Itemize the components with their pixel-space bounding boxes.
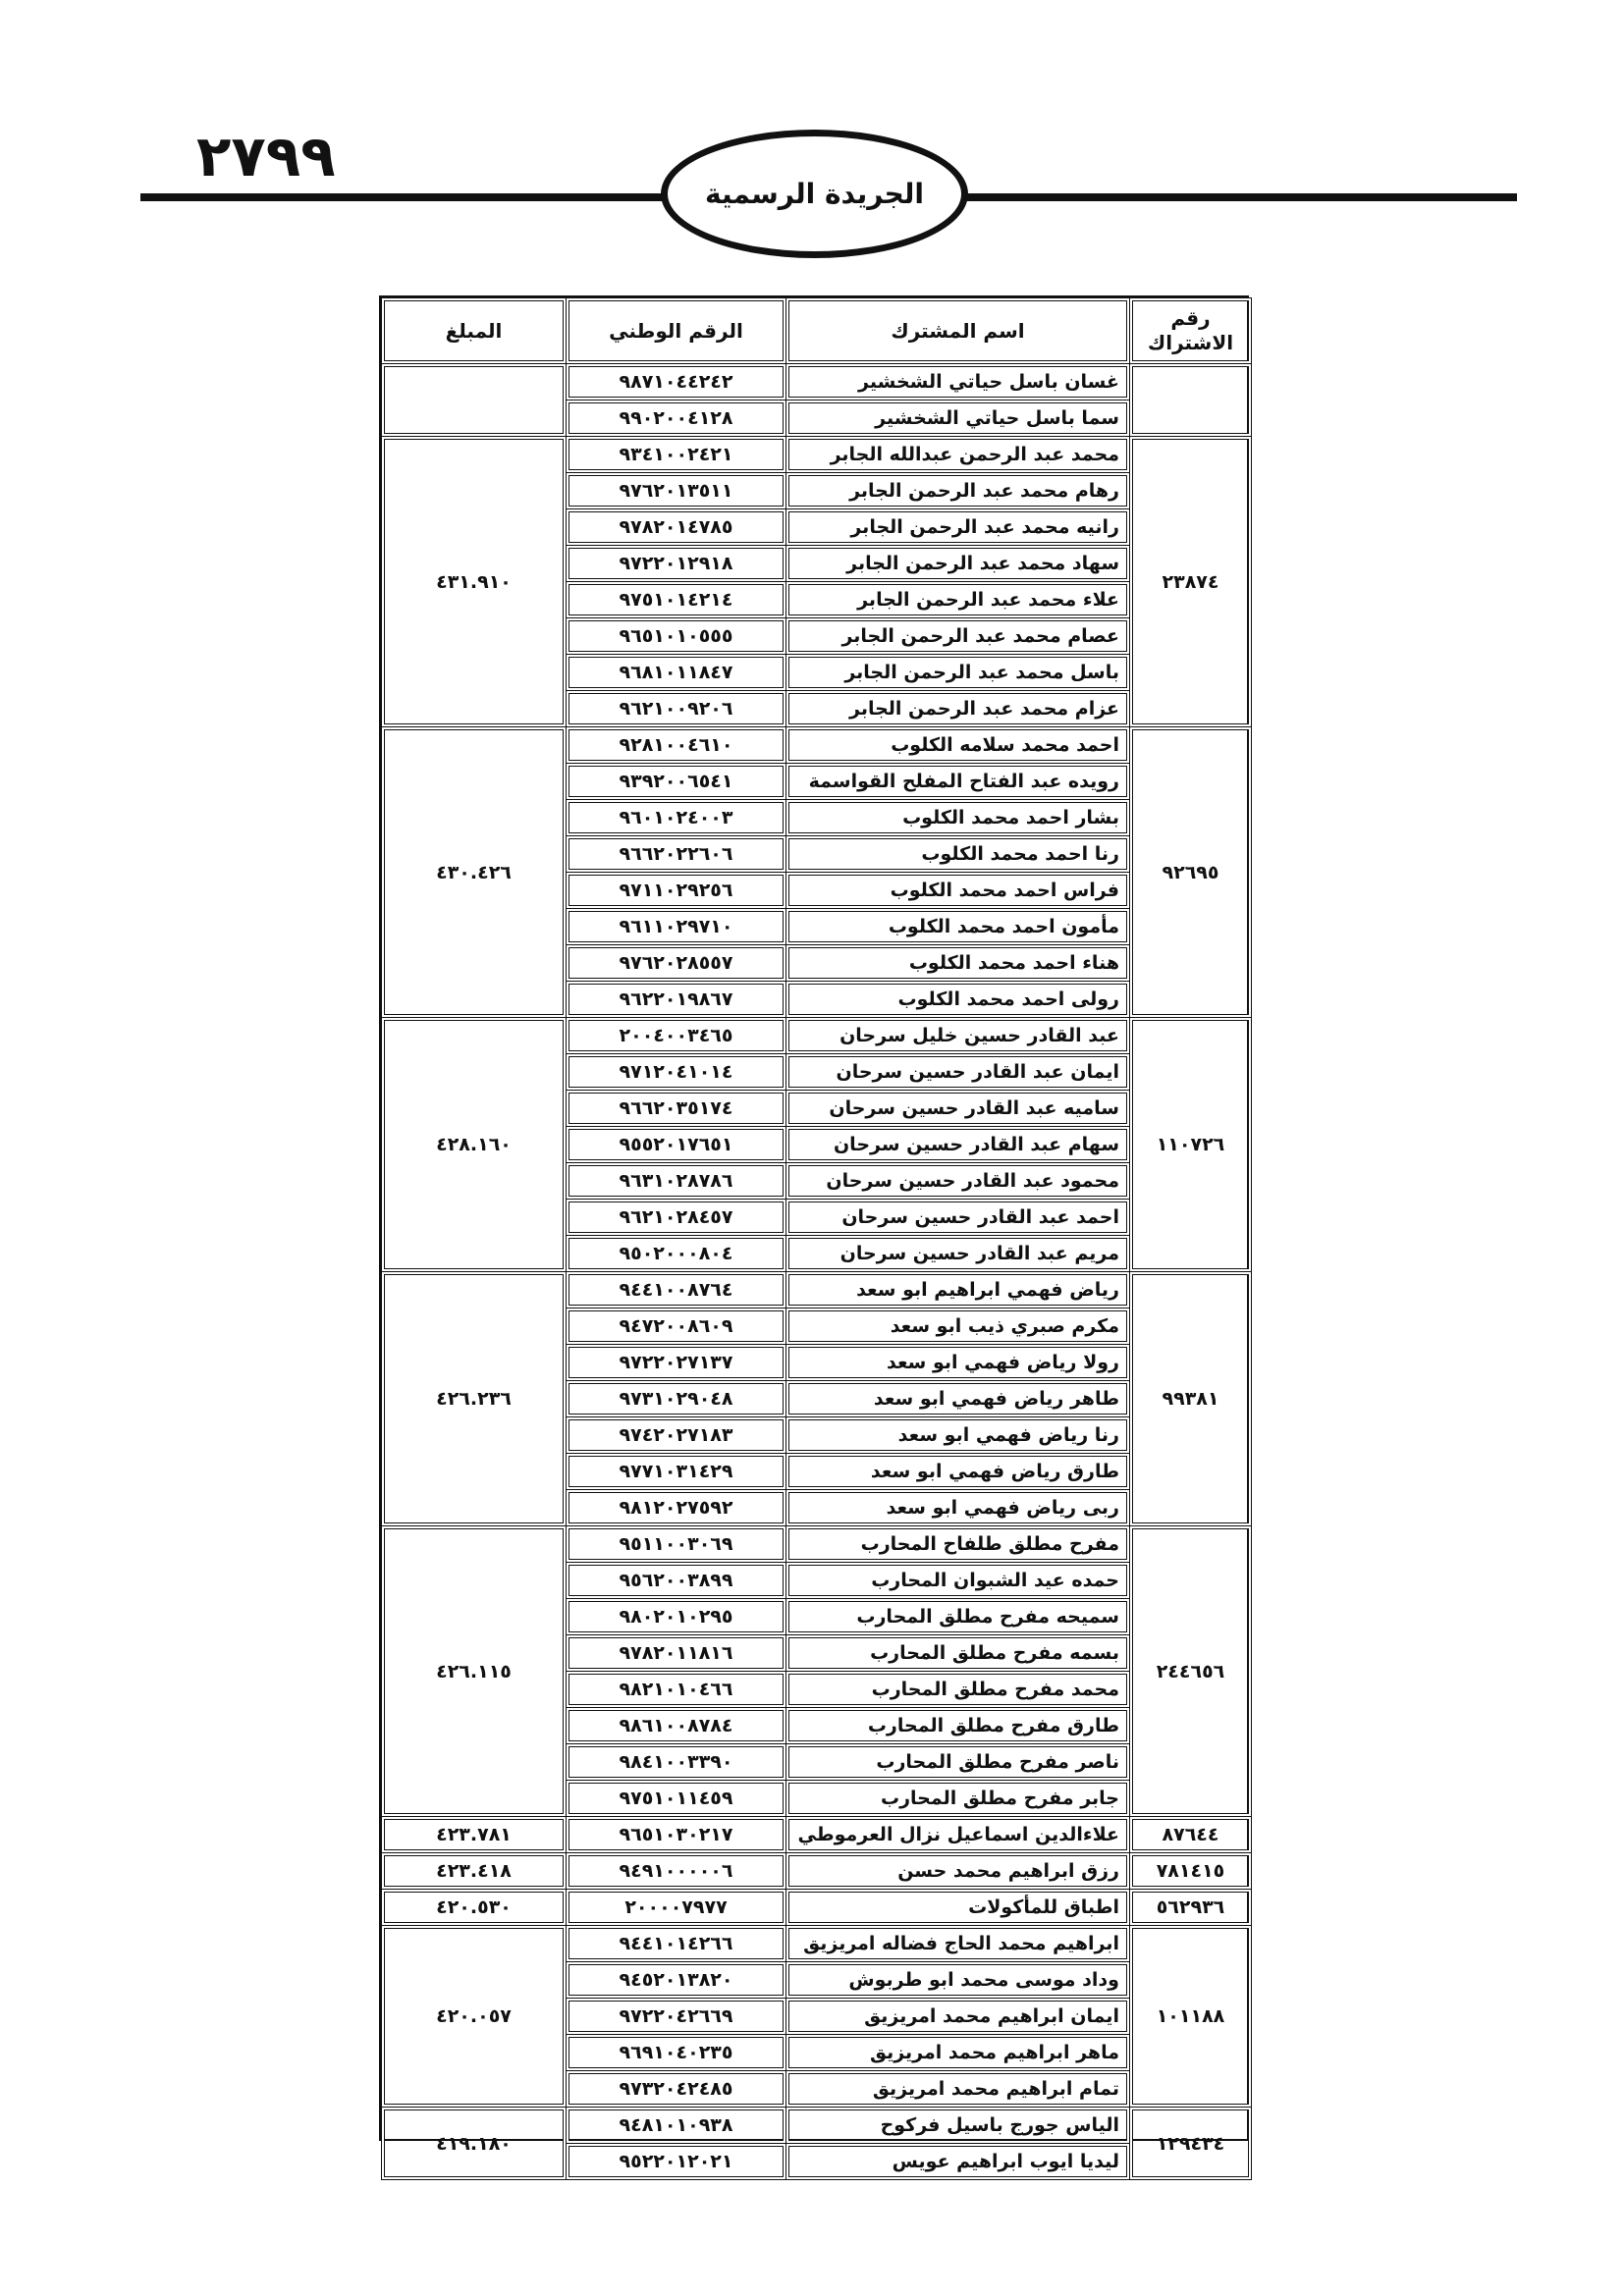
amount-cell: ٤٢٦.١١٥ — [382, 1526, 567, 1817]
national-id-cell: ٩٦٠١٠٢٤٠٠٣ — [567, 800, 786, 836]
amount-cell: ٤٢٣.٧٨١ — [382, 1817, 567, 1853]
subscription-number-cell: ١١٠٧٢٦ — [1130, 1018, 1252, 1272]
national-id-cell: ٩٧٥١٠١١٤٥٩ — [567, 1781, 786, 1817]
national-id-cell: ٩٧٣١٠٢٩٠٤٨ — [567, 1381, 786, 1417]
subscription-number-cell: ٢٣٨٧٤ — [1130, 437, 1252, 727]
header-subscription: رقم الاشتراك — [1130, 298, 1252, 364]
national-id-cell: ٩٤٤١٠٠٨٧٦٤ — [567, 1272, 786, 1308]
subscriber-name-cell: عزام محمد عبد الرحمن الجابر — [786, 691, 1130, 727]
amount-cell: ٤٢٣.٤١٨ — [382, 1853, 567, 1890]
subscriber-name-cell: ناصر مفرح مطلق المحارب — [786, 1744, 1130, 1781]
national-id-cell: ٩٧٣٢٠٤٢٤٨٥ — [567, 2071, 786, 2108]
subscription-number-cell: ١٠١١٨٨ — [1130, 1926, 1252, 2108]
subscriber-name-cell: سميحه مفرح مطلق المحارب — [786, 1599, 1130, 1635]
header-amount: المبلغ — [382, 298, 567, 364]
subscriber-name-cell: هناء احمد محمد الكلوب — [786, 945, 1130, 982]
subscriber-name-cell: سهاد محمد عبد الرحمن الجابر — [786, 546, 1130, 582]
subscription-number-cell: ٨٧٦٤٤ — [1130, 1817, 1252, 1853]
subscriber-name-cell: بشار احمد محمد الكلوب — [786, 800, 1130, 836]
table-row — [382, 1526, 1252, 1563]
subscriber-name-cell: طارق رياض فهمي ابو سعد — [786, 1454, 1130, 1490]
subscriber-name-cell: ماهر ابراهيم محمد امريزيق — [786, 2035, 1130, 2071]
national-id-cell: ٩٧٨٢٠١٤٧٨٥ — [567, 509, 786, 546]
national-id-cell: ٩٥١١٠٠٣٠٦٩ — [567, 1526, 786, 1563]
subscriber-name-cell: الياس جورج باسيل فركوح — [786, 2108, 1130, 2144]
amount-cell: ٤٢٠.٥٣٠ — [382, 1890, 567, 1926]
national-id-cell: ٩٧٢٢٠٤٢٦٦٩ — [567, 1999, 786, 2035]
table-row — [382, 1272, 1252, 1308]
national-id-cell: ٩٨٦١٠٠٨٧٨٤ — [567, 1708, 786, 1744]
subscriber-name-cell: ربى رياض فهمي ابو سعد — [786, 1490, 1130, 1526]
subscriber-name-cell: علاء محمد عبد الرحمن الجابر — [786, 582, 1130, 618]
subscriber-name-cell: رزق ابراهيم محمد حسن — [786, 1853, 1130, 1890]
subscriber-name-cell: حمده عيد الشبوان المحارب — [786, 1563, 1130, 1599]
national-id-cell: ٩٤٩١٠٠٠٠٠٦ — [567, 1853, 786, 1890]
subscriber-name-cell: رنا رياض فهمي ابو سعد — [786, 1417, 1130, 1454]
subscriber-name-cell: تمام ابراهيم محمد امريزيق — [786, 2071, 1130, 2108]
subscriber-name-cell: جابر مفرح مطلق المحارب — [786, 1781, 1130, 1817]
subscriber-name-cell: اطباق للمأكولات — [786, 1890, 1130, 1926]
subscriber-name-cell: رنا احمد محمد الكلوب — [786, 836, 1130, 873]
subscriber-name-cell: محمود عبد القادر حسين سرحان — [786, 1163, 1130, 1200]
national-id-cell: ٢٠٠٤٠٠٣٤٦٥ — [567, 1018, 786, 1054]
subscriber-name-cell: باسل محمد عبد الرحمن الجابر — [786, 655, 1130, 691]
page-number: ٢٧٩٩ — [196, 123, 336, 189]
subscriber-name-cell: مفرح مطلق طلفاح المحارب — [786, 1526, 1130, 1563]
national-id-cell: ٩٧٤٢٠٢٧١٨٣ — [567, 1417, 786, 1454]
subscription-number-cell: ٧٨١٤١٥ — [1130, 1853, 1252, 1890]
national-id-cell: ٩٢٨١٠٠٤٦١٠ — [567, 727, 786, 764]
amount-cell: ٤٢٦.٢٣٦ — [382, 1272, 567, 1526]
table-row — [382, 2108, 1252, 2144]
national-id-cell: ٩٣٩٢٠٠٦٥٤١ — [567, 764, 786, 800]
subscriber-name-cell: رولا رياض فهمي ابو سعد — [786, 1345, 1130, 1381]
table-row — [382, 1890, 1252, 1926]
national-id-cell: ٩٥٥٢٠١٧٦٥١ — [567, 1127, 786, 1163]
title-oval — [661, 130, 968, 258]
subscriber-name-cell: طارق مفرح مطلق المحارب — [786, 1708, 1130, 1744]
national-id-cell: ٩٤٥٢٠١٣٨٢٠ — [567, 1962, 786, 1999]
national-id-cell: ٩٨١٢٠٢٧٥٩٢ — [567, 1490, 786, 1526]
subscriber-name-cell: رويده عبد الفتاح المفلح القواسمة — [786, 764, 1130, 800]
national-id-cell: ٩٦٨١٠١١٨٤٧ — [567, 655, 786, 691]
amount-cell: ٤٢٨.١٦٠ — [382, 1018, 567, 1272]
subscription-number-cell: ٢٤٤٦٥٦ — [1130, 1526, 1252, 1817]
subscription-number-cell: ٥٦٢٩٣٦ — [1130, 1890, 1252, 1926]
subscriber-name-cell: ايمان ابراهيم محمد امريزيق — [786, 1999, 1130, 2035]
national-id-cell: ٩٨٤١٠٠٣٣٩٠ — [567, 1744, 786, 1781]
header-national-id: الرقم الوطني — [567, 298, 786, 364]
subscriber-name-cell: مأمون احمد محمد الكلوب — [786, 909, 1130, 945]
table-row — [382, 1817, 1252, 1853]
subscriber-name-cell: رولى احمد محمد الكلوب — [786, 982, 1130, 1018]
header-name: اسم المشترك — [786, 298, 1130, 364]
national-id-cell: ٩٨٠٢٠١٠٢٩٥ — [567, 1599, 786, 1635]
subscriber-name-cell: ليديا ايوب ابراهيم عويس — [786, 2144, 1130, 2180]
national-id-cell: ٩٧٧١٠٣١٤٢٩ — [567, 1454, 786, 1490]
national-id-cell: ٩٣٤١٠٠٢٤٢١ — [567, 437, 786, 473]
subscriber-name-cell: علاءالدين اسماعيل نزال العرموطي — [786, 1817, 1130, 1853]
table-row — [382, 1926, 1252, 1962]
national-id-cell: ٩٦٢١٠٠٩٢٠٦ — [567, 691, 786, 727]
national-id-cell: ٩٦٢٢٠١٩٨٦٧ — [567, 982, 786, 1018]
national-id-cell: ٩٧٦٢٠١٣٥١١ — [567, 473, 786, 509]
subscriber-name-cell: ابراهيم محمد الحاج فضاله امريزيق — [786, 1926, 1130, 1962]
subscribers-table — [381, 297, 1252, 2180]
national-id-cell: ٩٥٠٢٠٠٠٨٠٤ — [567, 1236, 786, 1272]
national-id-cell: ٩٧٢٢٠٢٧١٣٧ — [567, 1345, 786, 1381]
subscriber-name-cell: رانيه محمد عبد الرحمن الجابر — [786, 509, 1130, 546]
amount-cell: ٤٢٠.٠٥٧ — [382, 1926, 567, 2108]
table-header-row — [382, 298, 1252, 364]
subscriber-name-cell: رياض فهمي ابراهيم ابو سعد — [786, 1272, 1130, 1308]
subscriber-name-cell: مريم عبد القادر حسين سرحان — [786, 1236, 1130, 1272]
table-row — [382, 727, 1252, 764]
national-id-cell: ٩٦٥١٠١٠٥٥٥ — [567, 618, 786, 655]
national-id-cell: ٩٤٤١٠١٤٢٦٦ — [567, 1926, 786, 1962]
gazette-title: الجريدة الرسمية — [705, 178, 924, 210]
amount-cell — [382, 364, 567, 437]
subscriber-name-cell: رهام محمد عبد الرحمن الجابر — [786, 473, 1130, 509]
table-row — [382, 364, 1252, 400]
amount-cell: ٤٣١.٩١٠ — [382, 437, 567, 727]
national-id-cell: ٩٨٢١٠١٠٤٦٦ — [567, 1672, 786, 1708]
subscriber-name-cell: محمد عبد الرحمن عبدالله الجابر — [786, 437, 1130, 473]
subscriber-name-cell: سما باسل حياتي الشخشير — [786, 400, 1130, 437]
subscriber-name-cell: مكرم صبري ذيب ابو سعد — [786, 1308, 1130, 1345]
subscriber-name-cell: غسان باسل حياتي الشخشير — [786, 364, 1130, 400]
table-body — [382, 364, 1252, 2180]
subscribers-table-frame — [379, 295, 1249, 2172]
national-id-cell: ٩٧١١٠٢٩٢٥٦ — [567, 873, 786, 909]
subscriber-name-cell: فراس احمد محمد الكلوب — [786, 873, 1130, 909]
national-id-cell: ٩٦٩١٠٤٠٢٣٥ — [567, 2035, 786, 2071]
table-row — [382, 1853, 1252, 1890]
subscription-number-cell: ١٢٩٤٣٤ — [1130, 2108, 1252, 2180]
national-id-cell: ٩٤٧٢٠٠٨٦٠٩ — [567, 1308, 786, 1345]
national-id-cell: ٩٦٥١٠٣٠٢١٧ — [567, 1817, 786, 1853]
national-id-cell: ٩٧٢٢٠١٢٩١٨ — [567, 546, 786, 582]
table-row — [382, 437, 1252, 473]
subscriber-name-cell: طاهر رياض فهمي ابو سعد — [786, 1381, 1130, 1417]
subscriber-name-cell: وداد موسى محمد ابو طربوش — [786, 1962, 1130, 1999]
amount-cell: ٤١٩.١٨٠ — [382, 2108, 567, 2180]
national-id-cell: ٩٧٦٢٠٢٨٥٥٧ — [567, 945, 786, 982]
amount-cell: ٤٣٠.٤٢٦ — [382, 727, 567, 1018]
national-id-cell: ٩٦٢١٠٢٨٤٥٧ — [567, 1200, 786, 1236]
subscriber-name-cell: بسمه مفرح مطلق المحارب — [786, 1635, 1130, 1672]
subscriber-name-cell: ساميه عبد القادر حسين سرحان — [786, 1091, 1130, 1127]
national-id-cell: ٩٤٨١٠١٠٩٣٨ — [567, 2108, 786, 2144]
subscriber-name-cell: عبد القادر حسين خليل سرحان — [786, 1018, 1130, 1054]
table-row — [382, 1018, 1252, 1054]
subscription-number-cell: ٩٩٣٨١ — [1130, 1272, 1252, 1526]
subscriber-name-cell: احمد عبد القادر حسين سرحان — [786, 1200, 1130, 1236]
subscriber-name-cell: احمد محمد سلامه الكلوب — [786, 727, 1130, 764]
subscription-number-cell: ٩٢٦٩٥ — [1130, 727, 1252, 1018]
national-id-cell: ٩٦١١٠٢٩٧١٠ — [567, 909, 786, 945]
national-id-cell: ٩٨٧١٠٤٤٢٤٢ — [567, 364, 786, 400]
national-id-cell: ٩٥٦٢٠٠٣٨٩٩ — [567, 1563, 786, 1599]
subscriber-name-cell: سهام عبد القادر حسين سرحان — [786, 1127, 1130, 1163]
national-id-cell: ٩٥٢٢٠١٢٠٢١ — [567, 2144, 786, 2180]
national-id-cell: ٢٠٠٠٠٧٩٧٧ — [567, 1890, 786, 1926]
subscriber-name-cell: عصام محمد عبد الرحمن الجابر — [786, 618, 1130, 655]
national-id-cell: ٩٧٨٢٠١١٨١٦ — [567, 1635, 786, 1672]
subscription-number-cell — [1130, 364, 1252, 437]
national-id-cell: ٩٦٦٢٠٢٢٦٠٦ — [567, 836, 786, 873]
subscriber-name-cell: ايمان عبد القادر حسين سرحان — [786, 1054, 1130, 1091]
national-id-cell: ٩٩٠٢٠٠٤١٢٨ — [567, 400, 786, 437]
national-id-cell: ٩٦٦٢٠٣٥١٧٤ — [567, 1091, 786, 1127]
subscriber-name-cell: محمد مفرح مطلق المحارب — [786, 1672, 1130, 1708]
national-id-cell: ٩٧١٢٠٤١٠١٤ — [567, 1054, 786, 1091]
national-id-cell: ٩٧٥١٠١٤٢١٤ — [567, 582, 786, 618]
national-id-cell: ٩٦٣١٠٢٨٧٨٦ — [567, 1163, 786, 1200]
